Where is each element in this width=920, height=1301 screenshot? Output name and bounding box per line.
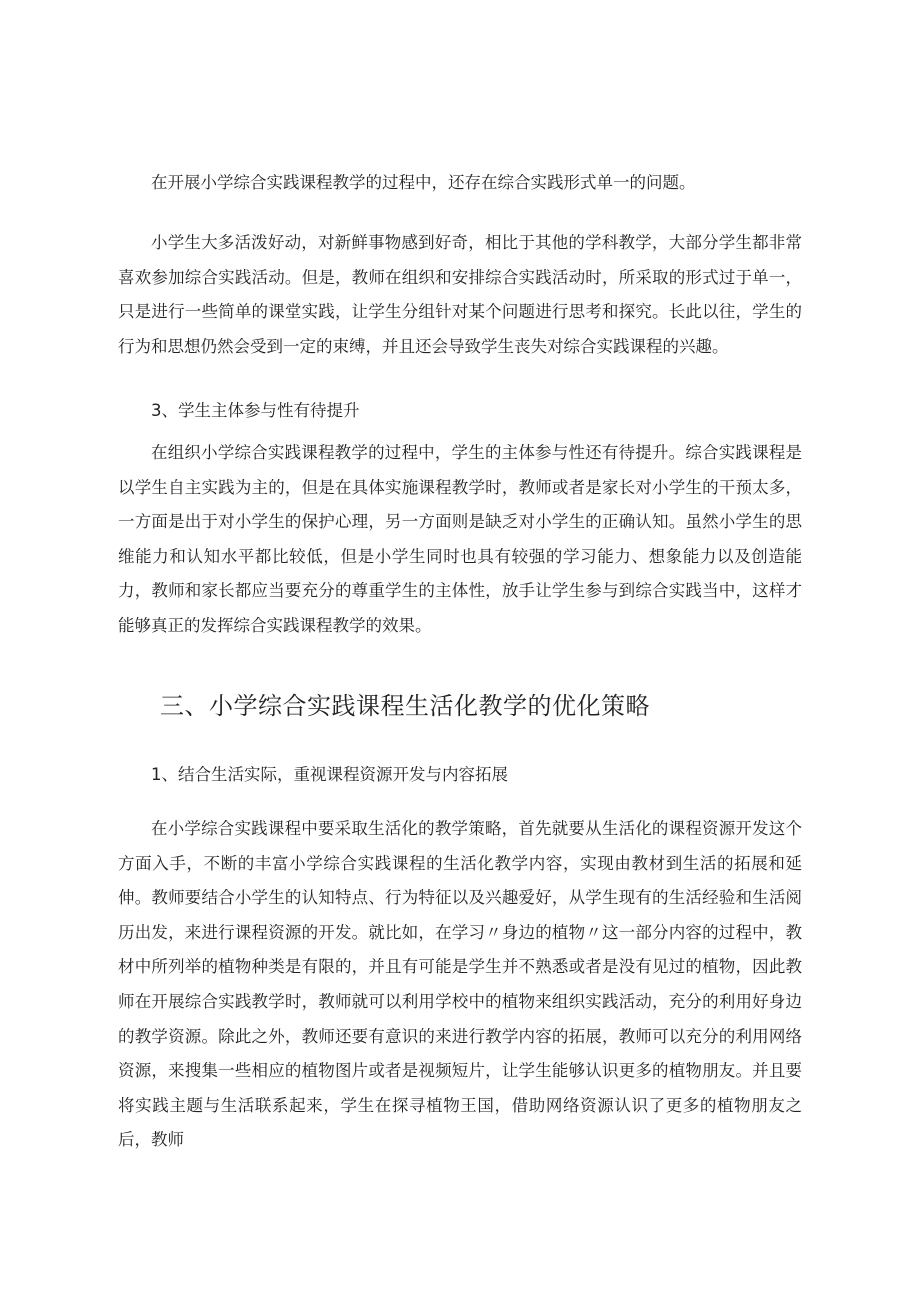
paragraph-students-lively: 小学生大多活泼好动，对新鲜事物感到好奇，相比于其他的学科教学，大部分学生都非常喜欢参加综合实践活动。但是，教师在组织和安排综合实践活动时，所采取的形式过于单一，只是进行一些简单的课堂实践，让学生分组针对某个问题进行思考和探究。长此以往，学生的行为和思想仍然会受到一定的束缚，并且还会导致学生丧失对综合实践课程的兴趣。: [118, 233, 802, 356]
paragraph-single-form-issue: 在开展小学综合实践课程教学的过程中，还存在综合实践形式单一的问题。: [151, 173, 696, 192]
section-heading-optimization-strategy: 三、小学综合实践课程生活化教学的优化策略: [160, 692, 650, 720]
subheading-student-participation: 3、学生主体参与性有待提升: [151, 401, 360, 420]
subheading-life-practice: 1、结合生活实际，重视课程资源开发与内容拓展: [151, 765, 508, 784]
paragraph-curriculum-resources: 在小学综合实践课程中要采取生活化的教学策略，首先就要从生活化的课程资源开发这个方面入手，不断的丰富小学综合实践课程的生活化教学内容，实现由教材到生活的拓展和延伸。教师要结合小学生的认知特点、行为特征以及兴趣爱好，从学生现有的生活经验和生活阅历出发，来进行课程资源的开发。就比如，在学习〃身边的植物〃这一部分内容的过程中，教材中所列举的植物种类是有限的，并且有可能是学生并不熟悉或者是没有见过的植物，因此教师在开展综合实践教学时，教师就可以利用学校中的植物来组织实践活动，充分的利用好身边的教学资源。除此之外，教师还要有意识的来进行教学内容的拓展，教师可以充分的利用网络资源，来搜集一些相应的植物图片或者是视频短片，让学生能够认识更多的植物朋友。并且要将实践主题与生活联系起来，学生在探寻植物王国，借助网络资源认识了更多的植物朋友之后，教师: [118, 819, 802, 1150]
paragraph-student-participation: 在组织小学综合实践课程教学的过程中，学生的主体参与性还有待提升。综合实践课程是以学生自主实践为主的，但是在具体实施课程教学时，教师或者是家长对小学生的干预太多，一方面是出于对小学生的保护心理，另一方面则是缺乏对小学生的正确认知。虽然小学生的思维能力和认知水平都比较低，但是小学生同时也具有较强的学习能力、想象能力以及创造能力，教师和家长都应当要充分的尊重学生的主体性，放手让学生参与到综合实践当中，这样才能够真正的发挥综合实践课程教学的效果。: [118, 443, 802, 635]
